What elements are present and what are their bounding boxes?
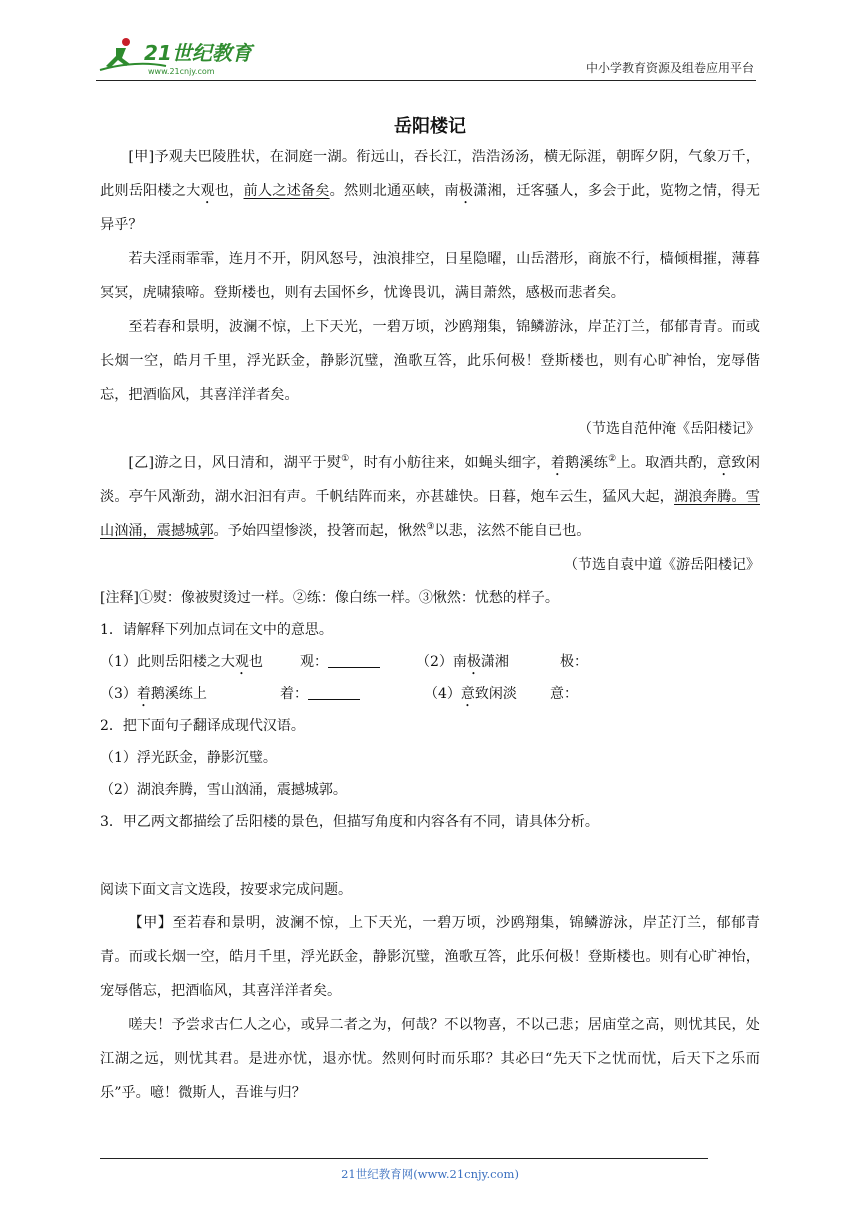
dotted-word-guan: 观 <box>200 183 215 199</box>
jia-paragraph-1: [甲]予观夫巴陵胜状，在洞庭一湖。衔远山，吞长江，浩浩汤汤，横无际涯，朝晖夕阴，气象万千，此则岳阳楼之大观也，前人之述备矣。然则北通巫峡，南极潇湘，迁客骚人，多会于此，览物之情，得无异乎？ <box>100 149 760 233</box>
question-2-item-1: （1）浮光跃金，静影沉璧。 <box>100 750 277 766</box>
yi-paragraph: [乙]游之日，风日清和，湖平于熨①，时有小舫往来，如蝇头细字，着鹅溪练②上。取酒共酌，意致闲淡。亭午风渐劲，湖水汩汩有声。千帆结阵而来，亦甚雄快。日暮，炮车云生，猛风大起，湖浪奔腾。雪山汹涌，震撼城郭。予始四望惨淡，投箸而起，愀然③以悲，泫然不能自已也。 <box>100 454 760 539</box>
dotted-word-yi: 意 <box>716 455 732 471</box>
site-logo[interactable] <box>96 34 266 78</box>
question-2: 2．把下面句子翻译成现代汉语。 <box>100 718 305 734</box>
answer-blank[interactable] <box>308 685 360 700</box>
dotted-word-zhuo: 着 <box>550 455 565 471</box>
underlined-phrase: 前人之述备矣 <box>243 183 330 199</box>
runner-logo-icon <box>96 34 266 78</box>
question-2-item-2: （2）湖浪奔腾，雪山汹涌，震撼城郭。 <box>100 782 347 798</box>
logo-url: www.21cnjy.com <box>148 67 215 76</box>
document-body <box>100 140 760 1110</box>
question-1: 1．请解释下列加点词在文中的意思。 <box>100 622 333 638</box>
part2-paragraph-1: 【甲】至若春和景明，波澜不惊，上下天光，一碧万顷，沙鸥翔集，锦鳞游泳，岸芷汀兰，郁郁青青。而或长烟一空，皓月千里，浮光跃金，静影沉璧，渔歌互答，此乐何极！登斯楼也。则有心旷神怡，宠辱偕忘，把酒临风，其喜洋洋者矣。 <box>100 915 760 999</box>
jia-source: （节选自范仲淹《岳阳楼记》 <box>578 421 760 437</box>
jia-paragraph-2: 若夫淫雨霏霏，连月不开，阴风怒号，浊浪排空，日星隐曜，山岳潜形，商旅不行，樯倾楫摧，薄暮冥冥，虎啸猿啼。登斯楼也，则有去国怀乡，忧谗畏讥，满目萧然，感极而悲者矣。 <box>100 251 760 301</box>
page-header <box>96 28 756 81</box>
underlined-sentence: 湖浪奔腾。雪山汹涌，震撼城郭 <box>100 489 760 539</box>
jia-paragraph-3: 至若春和景明，波澜不惊，上下天光，一碧万顷，沙鸥翔集，锦鳞游泳，岸芷汀兰，郁郁青青。而或长烟一空，皓月千里，浮光跃金，静影沉璧，渔歌互答，此乐何极！登斯楼也，则有心旷神怡，宠辱偕忘，把酒临风，其喜洋洋者矣。 <box>100 319 760 403</box>
part2-paragraph-2: 嗟夫！予尝求古仁人之心，或异二者之为，何哉？不以物喜，不以己悲；居庙堂之高，则忧其民，处江湖之远，则忧其君。是进亦忧，退亦忧。然则何时而乐耶？其必曰“先天下之忧而忧，后天下之乐而乐”乎。噫！微斯人，吾谁与归？ <box>100 1017 760 1101</box>
answer-blank[interactable] <box>328 653 380 668</box>
page-title: 岳阳楼记 <box>394 116 466 137</box>
footer-link[interactable]: 21世纪教育网(www.21cnjy.com) <box>341 1167 519 1181</box>
dotted-word-ji: 极 <box>458 183 474 199</box>
question-3: 3．甲乙两文都描绘了岳阳楼的景色，但描写角度和内容各有不同，请具体分析。 <box>100 814 599 830</box>
part2-intro: 阅读下面文言文选段，按要求完成问题。 <box>100 882 352 898</box>
footer-divider <box>100 1158 708 1159</box>
question-1-row-1: （1）此则岳阳楼之大观也 观： （2）南极潇湘 极： <box>100 654 588 670</box>
annotation: [注释]①熨：像被熨烫过一样。②练：像白练一样。③愀然：忧愁的样子。 <box>100 590 559 606</box>
platform-name: 中小学教育资源及组卷应用平台 <box>585 61 754 75</box>
yi-source: （节选自袁中道《游岳阳楼记》 <box>564 557 760 573</box>
question-1-row-2: （3）着鹅溪练上 着： （4）意致闲淡 意： <box>100 686 578 702</box>
logo-text: 21世纪教育 <box>144 41 252 65</box>
